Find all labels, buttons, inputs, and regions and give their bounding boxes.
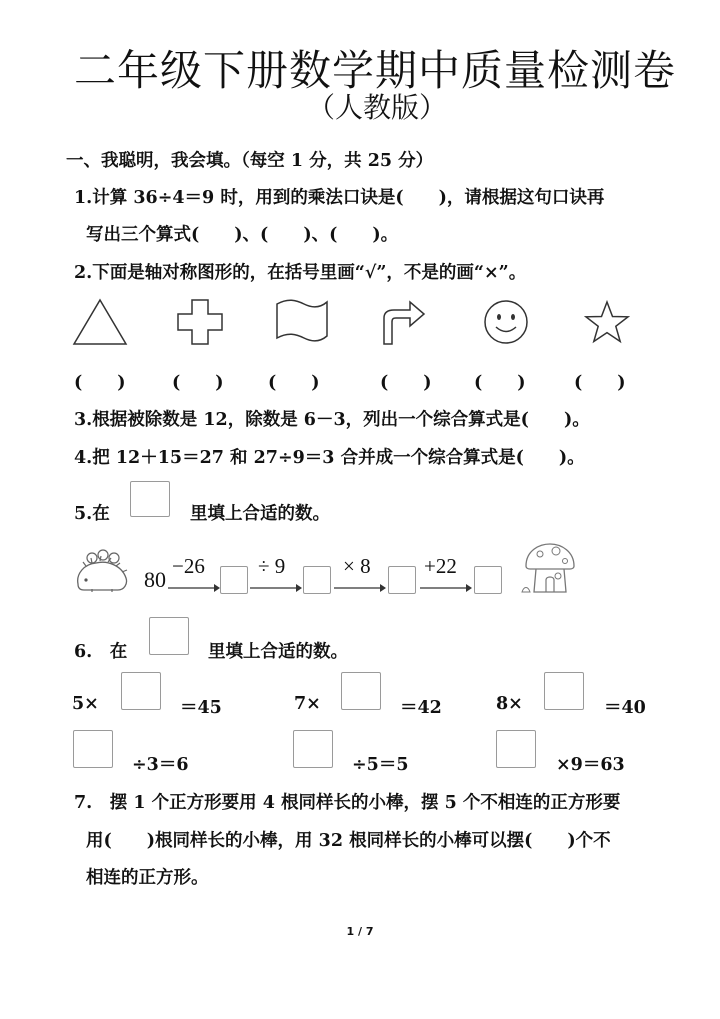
question-3-text: 3.根据被除数是 12，除数是 6－3，列出一个综合算式是( )。 (74, 410, 590, 430)
chain-arrow-3 (334, 578, 386, 597)
turn-arrow-icon (380, 298, 428, 346)
chain-answer-box-3[interactable] (388, 566, 416, 594)
chain-arrow-4 (420, 578, 472, 597)
chain-start-number: 80 (144, 567, 166, 592)
eq-1-after: ＝45 (180, 698, 222, 718)
chain-op-2: ÷ 9 (258, 554, 286, 578)
question-5-prefix: 5.在 (74, 504, 110, 524)
chain-answer-box-4[interactable] (474, 566, 502, 594)
sample-box (130, 481, 170, 517)
smiley-icon (482, 298, 530, 346)
eq-5-after: ÷5＝5 (352, 755, 409, 775)
chain-answer-box-1[interactable] (220, 566, 248, 594)
eq-6-after: ×9＝63 (556, 755, 625, 775)
question-2-text: 2.下面是轴对称图形的，在括号里画“√”，不是的画“×”。 (74, 263, 527, 283)
question-6-prefix: 6. 在 (74, 642, 128, 662)
question-4-text: 4.把 12＋15＝27 和 27÷9＝3 合并成一个综合算式是( )。 (74, 448, 585, 468)
eq-3-box[interactable] (544, 672, 584, 710)
eq-1-box[interactable] (121, 672, 161, 710)
chain-op-4: +22 (424, 554, 457, 578)
triangle-icon (72, 298, 128, 346)
answer-blank-3[interactable]: ( ) (268, 373, 320, 393)
question-1-line-1: 1.计算 36÷4＝9 时，用到的乘法口诀是( )，请根据这句口诀再 (74, 188, 605, 208)
hedgehog-illustration (72, 548, 132, 598)
answer-blank-6[interactable]: ( ) (574, 373, 626, 393)
answer-blank-1[interactable]: ( ) (74, 373, 126, 393)
sample-box-2 (149, 617, 189, 655)
eq-5-box[interactable] (293, 730, 333, 768)
eq-3-after: ＝40 (604, 698, 646, 718)
eq-4-after: ÷3＝6 (132, 755, 189, 775)
eq-1-before: 5× (72, 694, 99, 714)
answer-blank-5[interactable]: ( ) (474, 373, 526, 393)
star-icon (584, 300, 630, 344)
eq-6-box[interactable] (496, 730, 536, 768)
question-7-line-3: 相连的正方形。 (86, 868, 209, 888)
question-7-line-2: 用( )根同样长的小棒，用 32 根同样长的小棒可以摆( )个不 (86, 831, 611, 851)
question-1-line-2: 写出三个算式( )、( )、( )。 (86, 225, 399, 245)
eq-3-before: 8× (496, 694, 523, 714)
chain-answer-box-2[interactable] (303, 566, 331, 594)
answer-blank-4[interactable]: ( ) (380, 373, 432, 393)
flag-icon (274, 298, 330, 344)
mushroom-house-illustration (520, 540, 578, 600)
eq-2-after: ＝42 (400, 698, 442, 718)
question-5-suffix: 里填上合适的数。 (190, 504, 330, 524)
page-subtitle: （人教版） (306, 91, 447, 124)
chain-arrow-1 (168, 578, 220, 597)
eq-2-before: 7× (294, 694, 321, 714)
page-number: 1 / 7 (346, 925, 374, 938)
eq-2-box[interactable] (341, 672, 381, 710)
question-7-line-1: 7. 摆 1 个正方形要用 4 根同样长的小棒，摆 5 个不相连的正方形要 (74, 793, 621, 813)
question-6-suffix: 里填上合适的数。 (208, 642, 348, 662)
chain-op-1: −26 (172, 554, 205, 578)
chain-op-3: × 8 (343, 554, 371, 578)
eq-4-box[interactable] (73, 730, 113, 768)
chain-arrow-2 (250, 578, 302, 597)
section-heading: 一、我聪明，我会填。（每空 1 分，共 25 分） (66, 151, 434, 171)
page-title: 二年级下册数学期中质量检测卷 (73, 46, 676, 95)
cross-icon (176, 298, 224, 346)
answer-blank-2[interactable]: ( ) (172, 373, 224, 393)
